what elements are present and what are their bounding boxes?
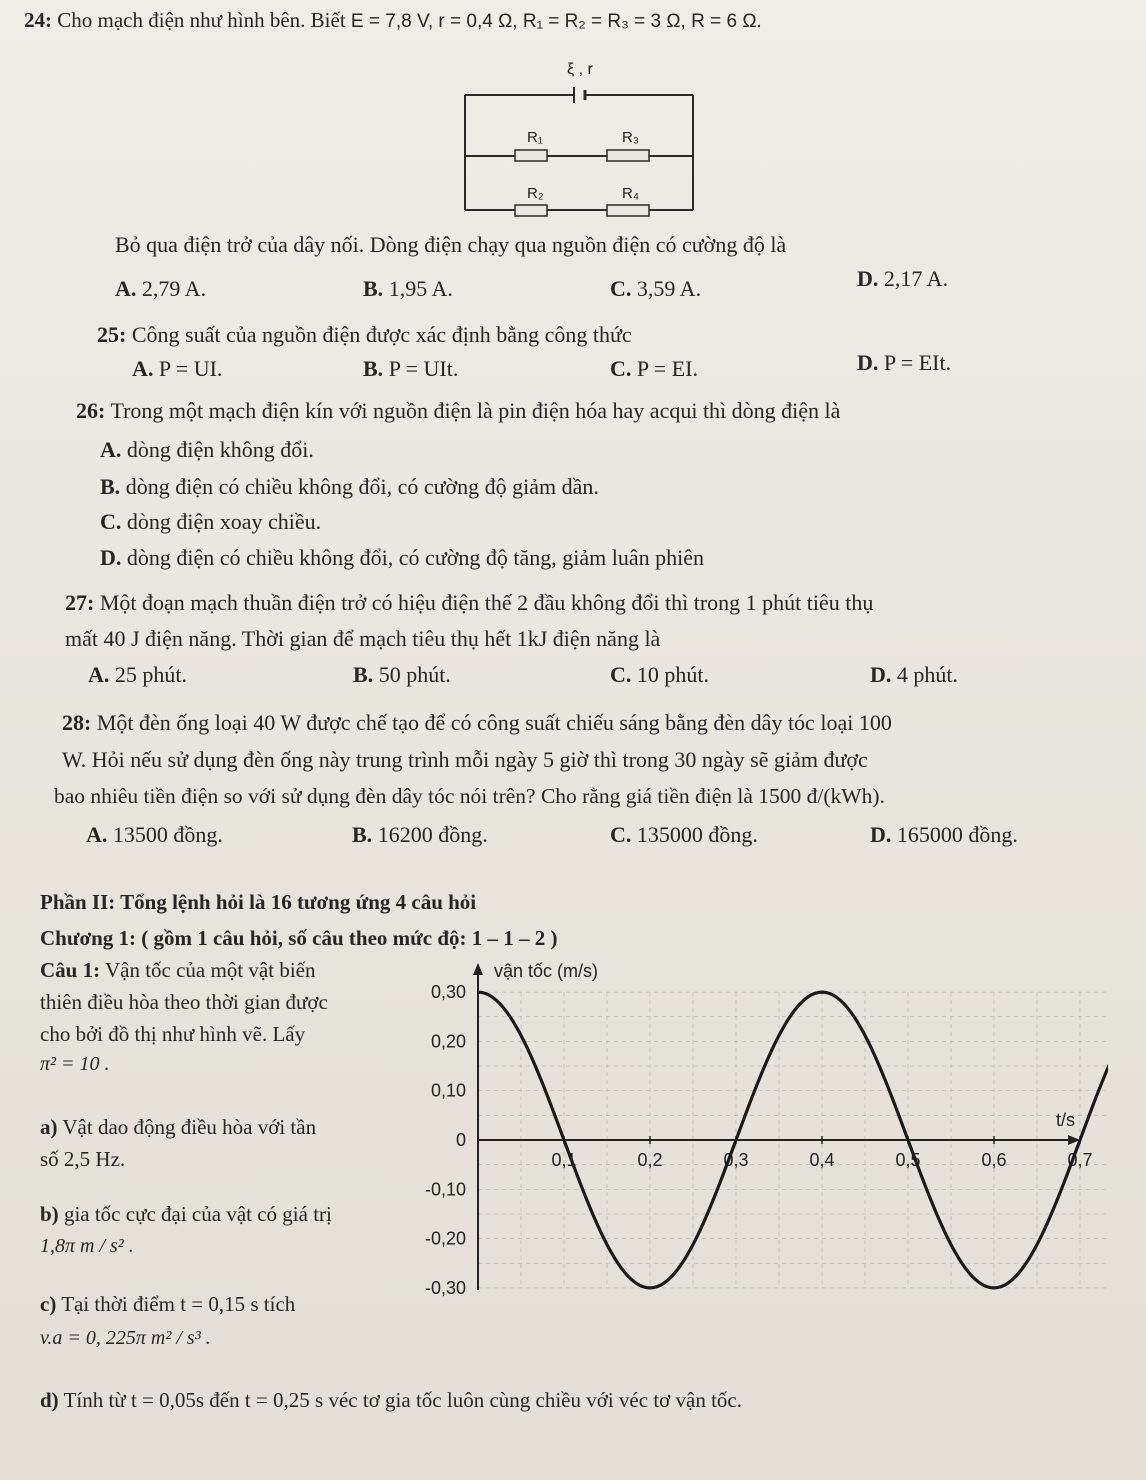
x-tick-label: 0,5 <box>895 1150 921 1170</box>
q25-option-c: C. P = EI. <box>610 356 698 381</box>
q24-stem <box>24 8 762 33</box>
x-tick-label: 0,2 <box>637 1150 663 1170</box>
circuit-diagram <box>455 52 715 227</box>
c1-line2: thiên điều hòa theo thời gian được <box>40 990 328 1014</box>
c1-a-line1: a) Vật dao động điều hòa với tần <box>40 1115 317 1139</box>
y-tick-label: -0,10 <box>424 1179 466 1200</box>
q26-option-d: D. dòng điện có chiều không đổi, có cường độ tăng, giảm luân phiên <box>100 545 704 570</box>
q25-number: 25: <box>97 322 127 347</box>
x-tick-label: 0,6 <box>981 1150 1007 1170</box>
q24-option-b: B. 1,95 A. <box>363 276 453 301</box>
x-tick-label: 0,3 <box>723 1150 749 1170</box>
c1-c-label: c) <box>40 1292 57 1316</box>
resistor-r4 <box>607 205 649 216</box>
c1-a-label: a) <box>40 1115 58 1139</box>
x-tick-label: 0,1 <box>551 1150 577 1170</box>
label-r4: R₄ <box>622 185 639 202</box>
resistor-r3 <box>607 150 649 161</box>
q27-stem-line2: mất 40 J điện năng. Thời gian để mạch tiêu thụ hết 1kJ điện năng là <box>65 626 661 651</box>
q28-option-a: A. 13500 đồng. <box>86 822 223 847</box>
y-tick-label: -0,20 <box>424 1228 466 1249</box>
q26-option-b: B. dòng điện có chiều không đổi, có cường độ giảm dần. <box>100 474 599 499</box>
y-tick-label: 0,30 <box>430 982 466 1003</box>
q26-option-a: A. dòng điện không đổi. <box>100 437 314 462</box>
c1-label: Câu 1: <box>40 958 101 982</box>
q24-stem-text: Cho mạch điện như hình bên. Biết <box>57 8 346 32</box>
q28-stem-line3: bao nhiêu tiền điện so với sử dụng đèn dây tóc nói trên? Cho rằng giá tiền điện là 1500 đ/(kWh). <box>54 784 885 808</box>
y-tick-label: 0 <box>455 1130 466 1150</box>
resistor-r1 <box>515 150 547 161</box>
q26-number: 26: <box>76 398 106 423</box>
q25-option-b: B. P = UIt. <box>363 356 459 381</box>
y-axis-arrow-icon <box>473 963 483 975</box>
x-tick-label: 0,7 <box>1067 1150 1093 1170</box>
c1-b-label: b) <box>40 1202 59 1226</box>
c1-b-line2: 1,8π m / s² . <box>40 1235 134 1257</box>
part2-title: Phần II: Tổng lệnh hỏi là 16 tương ứng 4 câu hỏi <box>40 890 477 914</box>
y-tick-label: 0,10 <box>430 1080 466 1101</box>
q27-stem-line1: 27: Một đoạn mạch thuần điện trở có hiệu điện thế 2 đầu không đổi thì trong 1 phút tiêu thụ <box>65 590 874 615</box>
c1-c-line2: v.a = 0, 225π m² / s³ . <box>40 1327 211 1349</box>
c1-c-line1: c) Tại thời điểm t = 0,15 s tích <box>40 1292 296 1316</box>
label-r2: R₂ <box>527 185 544 202</box>
c1-line1: Câu 1: Vận tốc của một vật biến <box>40 958 316 982</box>
label-r1: R₁ <box>527 129 543 146</box>
q27-option-b: B. 50 phút. <box>353 662 451 687</box>
q28-stem-line1: 28: Một đèn ống loại 40 W được chế tạo để có công suất chiếu sáng bằng đèn dây tóc loại 100 <box>62 710 892 735</box>
x-tick-label: 0,4 <box>809 1150 835 1170</box>
c1-d-label: d) <box>40 1388 59 1412</box>
q24-number: 24: <box>24 8 52 32</box>
q25-option-a: A. P = UI. <box>132 356 223 381</box>
c1-line3: cho bởi đồ thị như hình vẽ. Lấy <box>40 1022 306 1046</box>
q28-stem-line2: W. Hỏi nếu sử dụng đèn ống này trung trình mỗi ngày 5 giờ thì trong 30 ngày sẽ giảm được <box>62 747 868 772</box>
q26-stem: 26: Trong một mạch điện kín với nguồn điện là pin điện hóa hay acqui thì dòng điện là <box>76 398 841 423</box>
c1-line4: π² = 10 . <box>40 1053 110 1075</box>
q27-option-d: D. 4 phút. <box>870 662 959 687</box>
q27-number: 27: <box>65 590 95 615</box>
resistor-r2 <box>515 205 547 216</box>
y-tick-label: -0,30 <box>424 1277 466 1298</box>
q24-option-d: D. 2,17 A. <box>857 266 949 291</box>
c1-a-line2: số 2,5 Hz. <box>40 1147 126 1171</box>
velocity-chart <box>408 955 1108 1315</box>
c1-d-line: d) Tính từ t = 0,05s đến t = 0,25 s véc tơ gia tốc luôn cùng chiều với véc tơ vận tốc. <box>40 1388 742 1412</box>
circuit-source-label: ξ , r <box>567 61 593 78</box>
q25-stem: 25: Công suất của nguồn điện được xác định bằng công thức <box>97 322 632 347</box>
q24-givens: E = 7,8 V, r = 0,4 Ω, R₁ = R₂ = R₃ = 3 Ω, R = 6 Ω. <box>350 11 762 32</box>
q28-number: 28: <box>62 710 92 735</box>
q25-option-d: D. P = EIt. <box>857 350 952 375</box>
q24-option-a: A. 2,79 A. <box>115 276 207 301</box>
q28-option-b: B. 16200 đồng. <box>352 822 488 847</box>
label-r3: R₃ <box>622 129 639 146</box>
chart-ticks <box>425 961 1093 1298</box>
y-tick-label: 0,20 <box>430 1031 466 1052</box>
q28-option-d: D. 165000 đồng. <box>870 822 1018 847</box>
q24-option-c: C. 3,59 A. <box>610 276 702 301</box>
y-axis-label: vận tốc (m/s) <box>494 961 599 981</box>
q24-stem2: Bỏ qua điện trở của dây nối. Dòng điện chạy qua nguồn điện có cường độ là <box>115 232 787 257</box>
q26-option-c: C. dòng điện xoay chiều. <box>100 509 322 534</box>
x-axis-label: t/s <box>1056 1110 1076 1130</box>
q27-option-a: A. 25 phút. <box>88 662 188 687</box>
q27-option-c: C. 10 phút. <box>610 662 710 687</box>
q28-option-c: C. 135000 đồng. <box>610 822 758 847</box>
chapter-title: Chương 1: ( gồm 1 câu hỏi, số câu theo mức độ: 1 – 1 – 2 ) <box>40 926 558 950</box>
c1-b-line1: b) gia tốc cực đại của vật có giá trị <box>40 1202 332 1226</box>
